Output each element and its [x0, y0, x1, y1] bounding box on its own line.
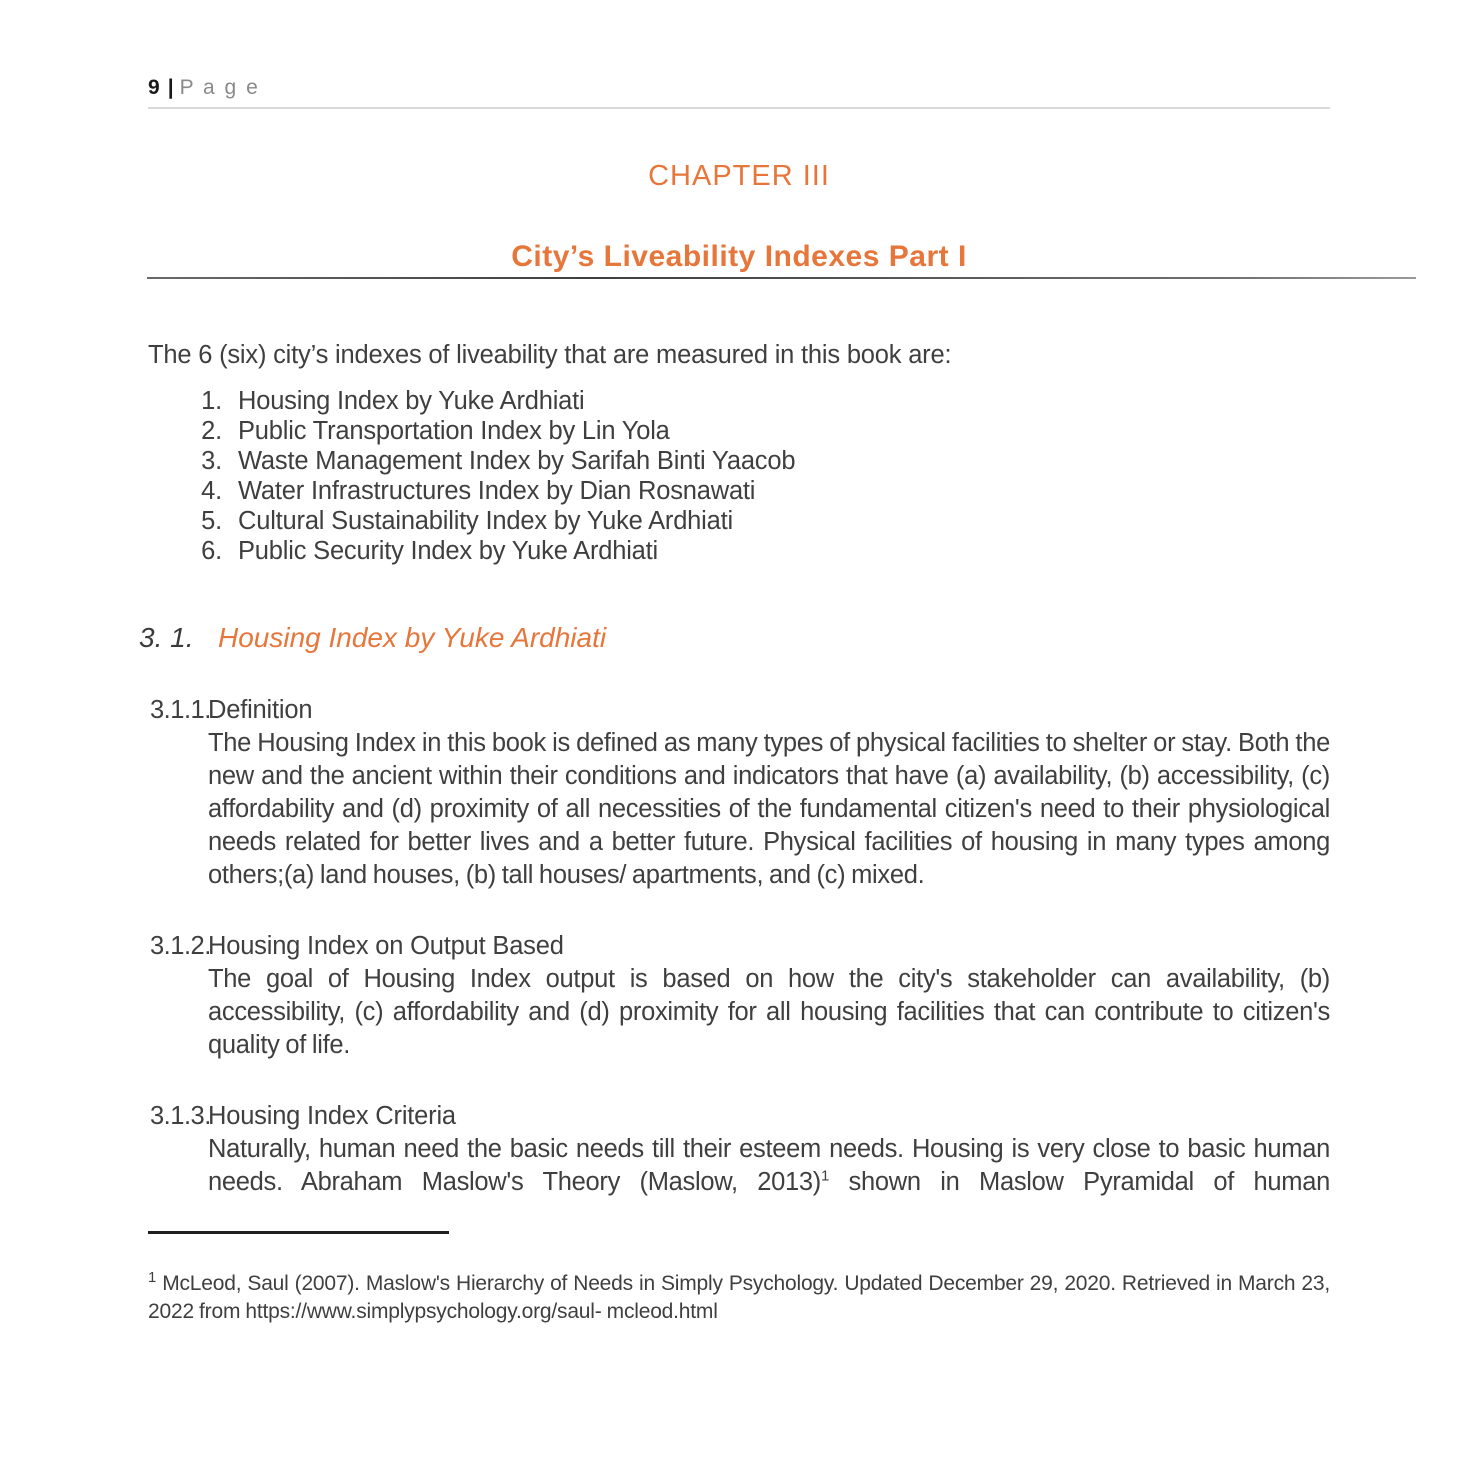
list-item-number: 5.	[201, 507, 222, 535]
list-item-number: 2.	[201, 417, 222, 445]
list-item-text: Water Infrastructures Index by Dian Rosnawati	[238, 477, 756, 505]
body-text-before-citation: Naturally, human need the basic needs till their esteem needs. Housing is very close to basic human needs. Abraham Maslow's Theory (Maslow, 2013)	[208, 1135, 1330, 1196]
list-item-text: Housing Index by Yuke Ardhiati	[238, 387, 585, 415]
list-item-text: Waste Management Index by Sarifah Binti Yaacob	[238, 447, 796, 475]
subsection-number: 3.1.1.	[150, 696, 211, 724]
footnote-text: McLeod, Saul (2007). Maslow's Hierarchy of Needs in Simply Psychology. Updated December 29, 2020. Retrieved in March 23, 2022 from https://www.simplypsychology.org/saul- mcleod.html	[148, 1272, 1330, 1323]
list-item-number: 4.	[201, 477, 222, 505]
section-title: Housing Index by Yuke Ardhiati	[218, 622, 607, 653]
subsection-body: The Housing Index in this book is defined as many types of physical facilities to shelter or stay. Both the new and the ancient within their conditions and indicators that have (a) availability, (b) accessibility, (c) affordability and (d) proximity of all necessities of the fundamental citizen's need to their physiological needs related for better lives and a better future. Physical facilities of housing in many types among others;(a) land houses, (b) tall houses/ apartments, and (c) mixed.	[208, 729, 1330, 889]
intro-text: The 6 (six) city’s indexes of liveability that are measured in this book are:	[148, 341, 952, 369]
subsection-3-1-2	[148, 930, 1330, 1062]
page-header	[148, 76, 1330, 109]
chapter-title: City’s Liveability Indexes Part I	[511, 240, 967, 273]
subsection-number: 3.1.3.	[150, 1102, 211, 1130]
chapter-kicker: CHAPTER III	[648, 160, 830, 192]
subsection-3-1-3	[148, 1100, 1330, 1199]
list-item-number: 6.	[201, 537, 222, 565]
subsection-heading: Housing Index Criteria	[208, 1102, 456, 1130]
page-number: 9	[148, 76, 160, 99]
subsection-body	[208, 1133, 1330, 1199]
subsection-body: The goal of Housing Index output is based on how the city's stakeholder can availability, (b) accessibility, (c) affordability and (d) proximity for all housing facilities that can contribute to citizen's quality of life.	[208, 965, 1330, 1059]
header-label: P a g e	[179, 76, 260, 99]
liveability-index-list	[148, 386, 1330, 566]
subsection-heading: Definition	[208, 696, 313, 724]
list-item	[148, 446, 1330, 476]
title-rule	[147, 277, 1416, 279]
footnote	[148, 1270, 1330, 1326]
body-text-after-citation: shown in Maslow Pyramidal of human	[829, 1168, 1330, 1196]
header-separator: |	[167, 76, 174, 99]
list-item-text: Public Transportation Index by Lin Yola	[238, 417, 670, 445]
footnote-reference-mark: 1	[820, 1167, 830, 1185]
list-item-number: 3.	[201, 447, 222, 475]
list-item	[148, 536, 1330, 566]
subsection-3-1-1	[148, 694, 1330, 892]
list-item-text: Public Security Index by Yuke Ardhiati	[238, 537, 659, 565]
list-item-number: 1.	[201, 387, 222, 415]
subsection-heading: Housing Index on Output Based	[208, 932, 564, 960]
list-item	[148, 476, 1330, 506]
list-item-text: Cultural Sustainability Index by Yuke Ardhiati	[238, 507, 733, 535]
section-number: 3. 1.	[139, 622, 194, 653]
list-item	[148, 416, 1330, 446]
footnote-number: 1	[148, 1269, 157, 1286]
list-item	[148, 506, 1330, 536]
list-item	[148, 386, 1330, 416]
section-heading-3-1	[139, 620, 1330, 656]
footnote-separator-rule	[148, 1231, 449, 1234]
subsection-number: 3.1.2.	[150, 932, 211, 960]
